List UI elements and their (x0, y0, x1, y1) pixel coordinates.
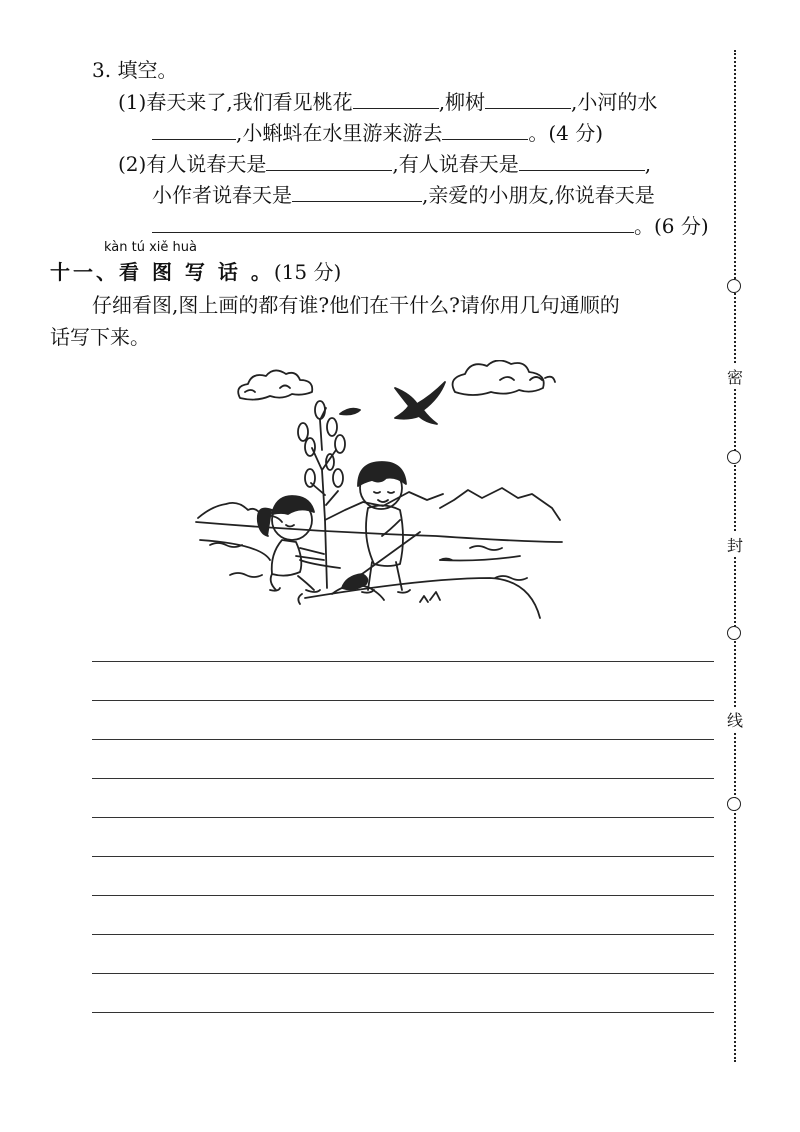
q3-p2-text-e: ,亲爱的小朋友,你说春天是 (422, 183, 655, 207)
q3-p1-text-a: (1)春天来了,我们看见桃花 (118, 90, 353, 114)
writing-line-10[interactable] (92, 1012, 714, 1013)
answer-blank-your-spring[interactable] (152, 212, 634, 233)
q3-part2-line1 (118, 150, 651, 176)
binding-label-xian: 线 (727, 708, 743, 731)
cloud-right (453, 360, 544, 395)
writing-line-6[interactable] (92, 856, 714, 857)
binding-dotted-line (734, 50, 736, 1062)
writing-line-7[interactable] (92, 895, 714, 896)
binding-ring-1 (727, 279, 741, 293)
answer-blank-spring-1[interactable] (266, 150, 392, 171)
section-11-title (50, 260, 341, 284)
answer-blank-tadpole[interactable] (442, 119, 528, 140)
answer-blank-willow[interactable] (485, 88, 571, 109)
binding-label-feng: 封 (727, 533, 743, 556)
q3-p2-text-c: , (644, 152, 652, 176)
writing-line-2[interactable] (92, 700, 714, 701)
binding-label-mi: 密 (727, 365, 743, 388)
answer-blank-spring-2[interactable] (519, 150, 645, 171)
answer-blank-author-spring[interactable] (292, 181, 422, 202)
swallow (395, 382, 445, 424)
binding-ring-3 (727, 626, 741, 640)
writing-line-9[interactable] (92, 973, 714, 974)
q3-p2-score: 。(6 分) (634, 214, 709, 238)
writing-line-4[interactable] (92, 778, 714, 779)
section-11-pinyin: kàn tú xiě huà (104, 240, 197, 255)
q3-part1-line1 (118, 88, 657, 114)
writing-line-1[interactable] (92, 661, 714, 662)
binding-ring-2 (727, 450, 741, 464)
binding-ring-4 (727, 797, 741, 811)
writing-line-5[interactable] (92, 817, 714, 818)
section-11-instruction-2: 话写下来。 (50, 325, 150, 349)
q3-p1-text-d: ,小蝌蚪在水里游来游去 (236, 121, 443, 145)
q3-p2-text-a: (2)有人说春天是 (118, 152, 267, 176)
cloud-left (238, 370, 312, 399)
q3-p1-text-c: ,小河的水 (571, 90, 658, 114)
q3-part2-line3 (152, 212, 709, 238)
section-11-score: (15 分) (273, 260, 342, 284)
writing-line-3[interactable] (92, 739, 714, 740)
q3-p1-score: 。(4 分) (528, 121, 604, 145)
question-3-title: 3. 填空。 (92, 58, 178, 82)
q3-part1-line2 (152, 119, 603, 145)
girl-body (272, 540, 302, 576)
q3-p1-text-b: ,柳树 (438, 90, 486, 114)
q3-p2-text-b: ,有人说春天是 (392, 152, 519, 176)
writing-line-8[interactable] (92, 934, 714, 935)
q3-part2-line2 (152, 181, 655, 207)
answer-blank-river[interactable] (152, 119, 236, 140)
section-11-heading: 十一、看 图 写 话 。 (50, 260, 274, 284)
q3-p2-text-d: 小作者说春天是 (152, 183, 292, 207)
picture-illustration (190, 360, 570, 635)
answer-blank-peach[interactable] (353, 88, 439, 109)
section-11-instruction-1: 仔细看图,图上画的都有谁?他们在干什么?请你用几句通顺的 (92, 293, 620, 317)
